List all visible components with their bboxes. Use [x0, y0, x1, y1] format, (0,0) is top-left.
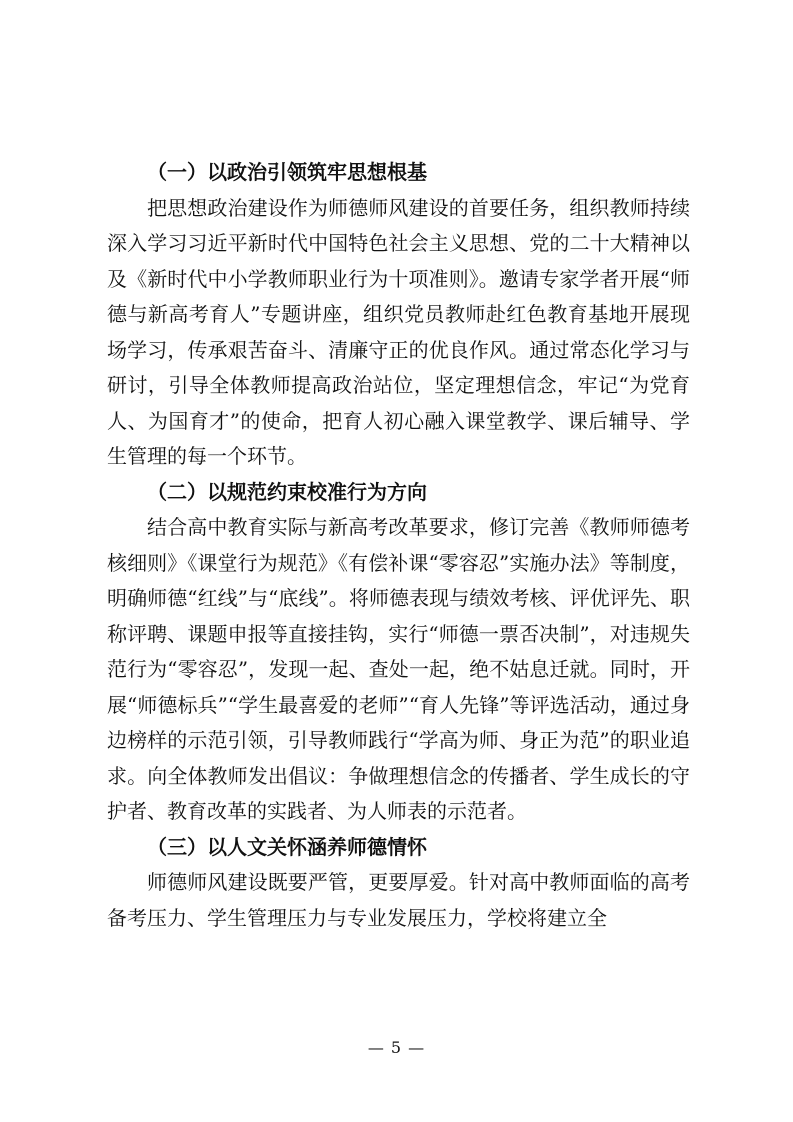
section-heading-2: （二）以规范约束校准行为方向 — [147, 479, 427, 504]
section-heading-1: （一）以政治引领筑牢思想根基 — [147, 160, 427, 184]
section-heading-3: （三）以人文关怀涵养师德情怀 — [147, 834, 427, 859]
page-number: — 5 — — [367, 1038, 426, 1057]
page-body — [107, 155, 690, 936]
section-paragraph-3: 师德师风建设既要严管，更要厚爱。针对高中教师面临的高考备考压力、学生管理压力与专业发展压力，学校将建立全 — [107, 870, 690, 930]
section-paragraph-1: 把思想政治建设作为师德师风建设的首要任务，组织教师持续深入学习习近平新时代中国特色社会主义思想、党的二十大精神以及《新时代中小学教师职业行为十项准则》。邀请专家学者开展“师德与新高考育人”专题讲座，组织党员教师赴红色教育基地开展现场学习，传承艰苦奋斗、清廉守正的优良作风。通过常态化学习与研讨，引导全体教师提高政治站位，坚定理想信念，牢记“为党育人、为国育才”的使命，把育人初心融入课堂教学、课后辅导、学生管理的每一个环节。 — [107, 195, 690, 468]
section-paragraph-2: 结合高中教育实际与新高考改革要求，修订完善《教师师德考核细则》《课堂行为规范》《有偿补课“零容忍”实施办法》等制度，明确师德“红线”与“底线”。将师德表现与绩效考核、评优评先、职称评聘、课题申报等直接挂钩，实行“师德一票否决制”，对违规失范行为“零容忍”，发现一起、查处一起，绝不姑息迁就。同时，开展“师德标兵”“学生最喜爱的老师”“育人先锋”等评选活动，通过身边榜样的示范引领，引导教师践行“学高为师、身正为范”的职业追求。向全体教师发出倡议：争做理想信念的传播者、学生成长的守护者、教育改革的实践者、为人师表的示范者。 — [107, 515, 690, 823]
